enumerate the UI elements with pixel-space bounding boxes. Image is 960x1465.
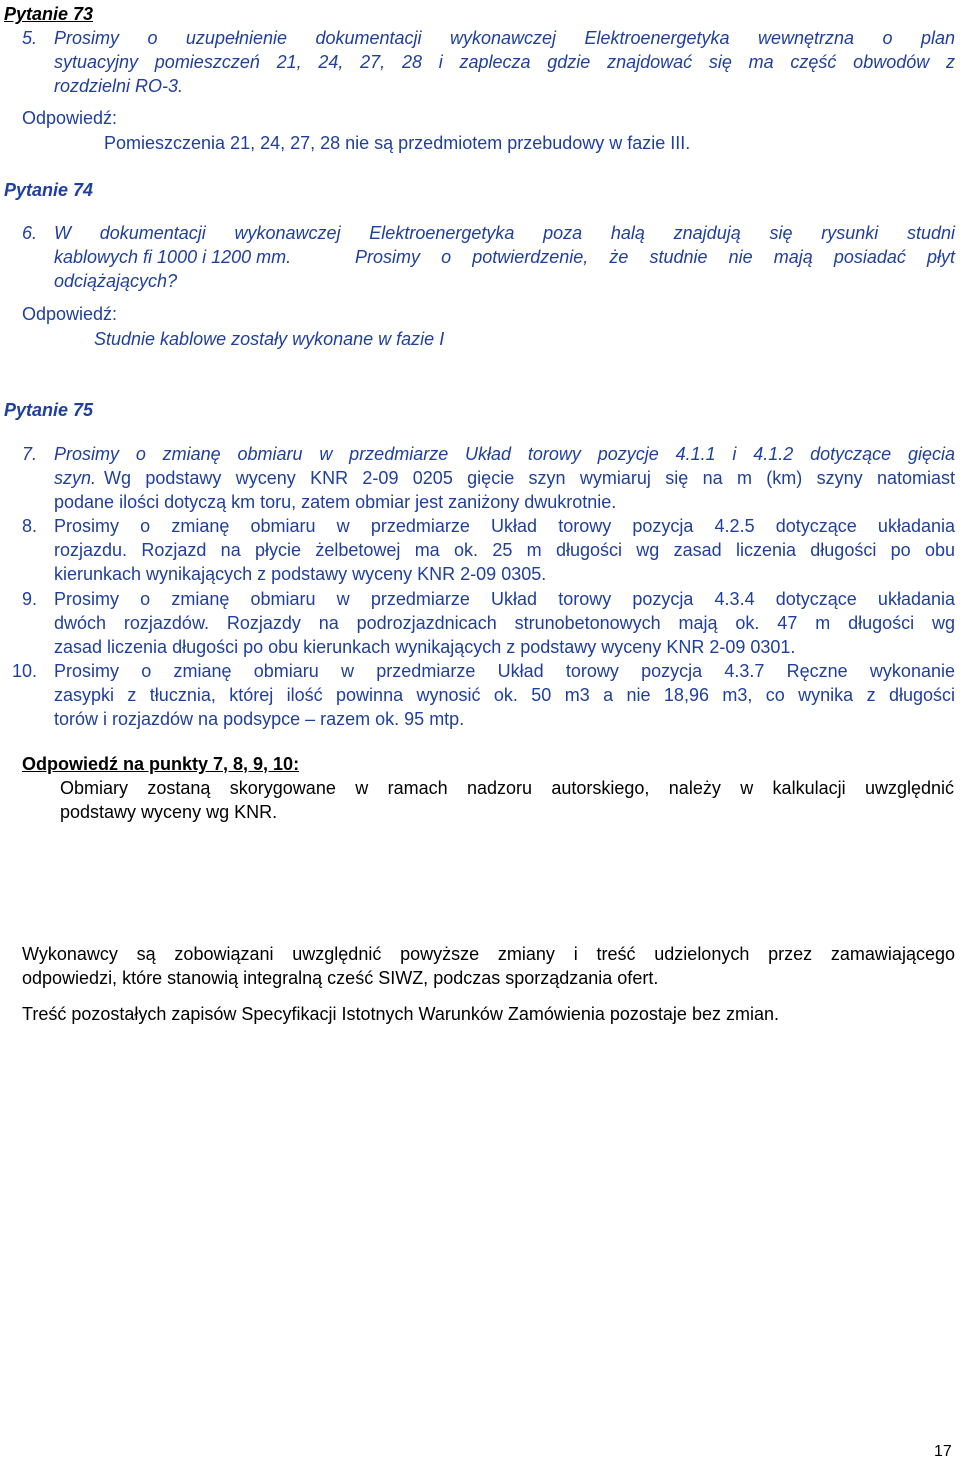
question-75-item-9-line-3: zasad liczenia długości po obu kierunkach wynikających z podstawy wyceny KNR 2-09 0301. [54, 637, 796, 657]
question-75-item-7-number: 7. [22, 444, 38, 464]
question-74-line-3: odciążających? [54, 271, 178, 291]
question-74-line-2a: kablowych fi 1000 i 1200 mm. [54, 247, 292, 267]
question-75-item-7-line-1: Prosimy o zmianę obmiaru w przedmiarze Układ torowy pozycje 4.1.1 i 4.1.2 dotyczące gięcia [54, 444, 955, 464]
question-75-item-10-line-2: zasypki z tłucznia, której ilość powinna wynosić ok. 50 m3 a nie 18,96 m3, co wynika z długości [54, 685, 955, 705]
question-75-item-9-line-1: Prosimy o zmianę obmiaru w przedmiarze Układ torowy pozycja 4.3.4 dotyczące układania [54, 589, 955, 609]
question-75-item-10-line-1: Prosimy o zmianę obmiaru w przedmiarze Układ torowy pozycja 4.3.7 Ręczne wykonanie [54, 661, 955, 681]
question-75-item-7-line-3: podane ilości dotyczą km toru, zatem obmiar jest zaniżony dwukrotnie. [54, 492, 617, 512]
question-73-line-3: rozdzielni RO-3. [54, 76, 184, 96]
closing-paragraph-1-line-2: odpowiedzi, które stanowią integralną cześć SIWZ, podczas sporządzania ofert. [22, 968, 659, 988]
question-74-line-1: W dokumentacji wykonawczej Elektroenergetyka poza halą znajdują się rysunki studni [54, 223, 955, 243]
question-74-number: 6. [22, 223, 38, 243]
question-74-line-2b: Prosimy o potwierdzenie, że studnie nie mają posiadać płyt [355, 247, 955, 267]
question-75-item-9-number: 9. [22, 589, 38, 609]
question-75-item-8-number: 8. [22, 516, 38, 536]
answer-75-line-1: Obmiary zostaną skorygowane w ramach nadzoru autorskiego, należy w kalkulacji uwzględnić [60, 778, 954, 798]
answer-75-line-2: podstawy wyceny wg KNR. [60, 802, 278, 822]
question-75-item-7-line-2a: szyn. [54, 468, 97, 488]
question-75-item-9-line-2: dwóch rozjazdów. Rozjazdy na podrozjazdnicach strunobetonowych mają ok. 47 m długości wg [54, 613, 955, 633]
question-75-item-8-line-2: rozjazdu. Rozjazd na płycie żelbetowej ma ok. 25 m długości wg zasad liczenia długości po obu [54, 540, 955, 560]
question-74-heading: Pytanie 74 [4, 180, 94, 200]
answer-73-text: Pomieszczenia 21, 24, 27, 28 nie są przedmiotem przebudowy w fazie III. [104, 133, 691, 153]
page-number: 17 [934, 1443, 952, 1460]
answer-73-label: Odpowiedź: [22, 108, 118, 128]
answer-74-label: Odpowiedź: [22, 304, 118, 324]
question-75-item-10-number: 10. [12, 661, 38, 681]
question-75-item-8-line-1: Prosimy o zmianę obmiaru w przedmiarze Układ torowy pozycja 4.2.5 dotyczące układania [54, 516, 955, 536]
question-75-item-8-line-3: kierunkach wynikających z podstawy wyceny KNR 2-09 0305. [54, 564, 547, 584]
question-73-heading: Pytanie 73 [4, 4, 94, 24]
answer-75-label: Odpowiedź na punkty 7, 8, 9, 10: [22, 754, 300, 774]
question-73-line-2: sytuacyjny pomieszczeń 21, 24, 27, 28 i zaplecza gdzie znajdować się ma część obwodów z [54, 52, 955, 72]
closing-paragraph-2: Treść pozostałych zapisów Specyfikacji Istotnych Warunków Zamówienia pozostaje bez zmian. [22, 1004, 779, 1024]
answer-74-text: Studnie kablowe zostały wykonane w fazie I [94, 329, 445, 349]
closing-paragraph-1-line-1: Wykonawcy są zobowiązani uwzględnić powyższe zmiany i treść udzielonych przez zamawiającego [22, 944, 955, 964]
question-73-number: 5. [22, 28, 38, 48]
question-75-item-10-line-3: torów i rozjazdów na podsypce – razem ok. 95 mtp. [54, 709, 465, 729]
question-73-line-1: Prosimy o uzupełnienie dokumentacji wykonawczej Elektroenergetyka wewnętrzna o plan [54, 28, 955, 48]
question-75-item-7-line-2b: Wg podstawy wyceny KNR 2-09 0205 gięcie szyn wymiaruj się na m (km) szyny natomiast [104, 468, 955, 488]
question-75-heading: Pytanie 75 [4, 400, 94, 420]
